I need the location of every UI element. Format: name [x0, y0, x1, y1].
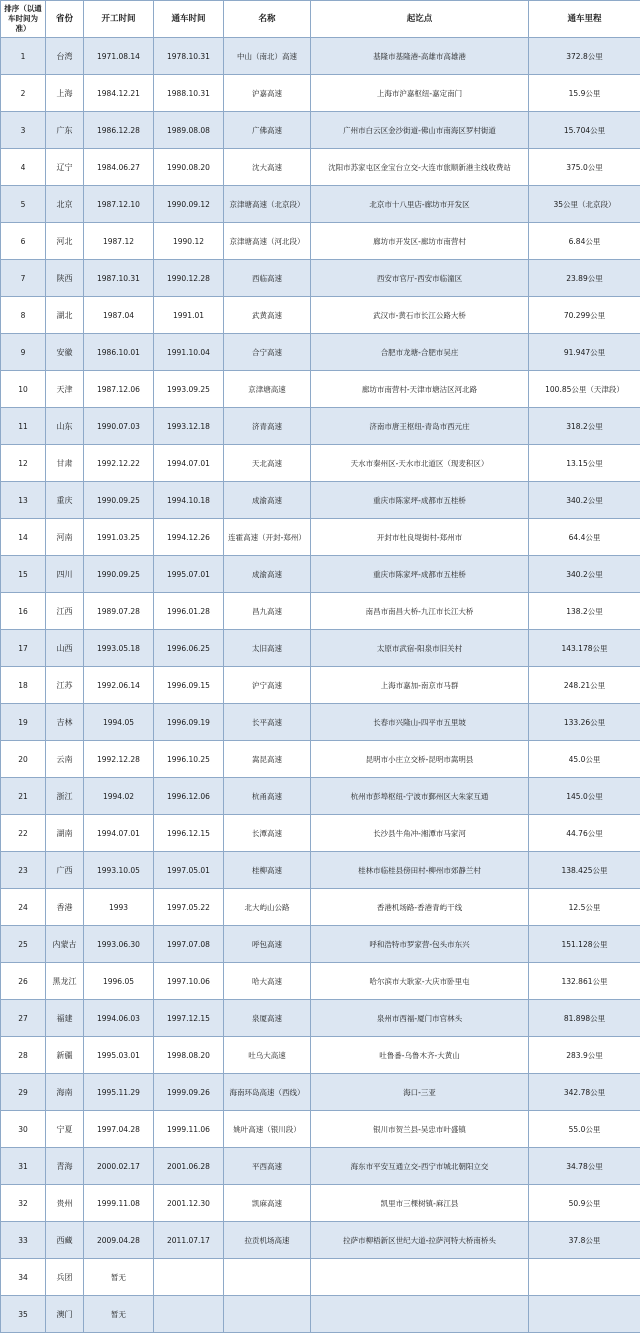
header-start-date: 开工时间 — [84, 1, 154, 38]
name-cell: 姚叶高速（银川段） — [224, 1111, 311, 1148]
start-date-cell: 1994.06.03 — [84, 1000, 154, 1037]
table-row — [1, 778, 640, 815]
mileage-cell: 64.4公里 — [529, 519, 640, 556]
rank-cell: 15 — [1, 556, 46, 593]
rank-cell: 22 — [1, 815, 46, 852]
route-cell: 基隆市基隆港-高雄市高雄港 — [311, 38, 529, 75]
mileage-cell: 23.89公里 — [529, 260, 640, 297]
table-row — [1, 815, 640, 852]
header-province: 省份 — [46, 1, 84, 38]
province-cell: 内蒙古 — [46, 926, 84, 963]
start-date-cell: 2000.02.17 — [84, 1148, 154, 1185]
table-row — [1, 112, 640, 149]
header-route: 起讫点 — [311, 1, 529, 38]
table-row — [1, 556, 640, 593]
name-cell: 吐乌大高速 — [224, 1037, 311, 1074]
province-cell: 上海 — [46, 75, 84, 112]
name-cell: 连霍高速（开封-郑州） — [224, 519, 311, 556]
start-date-cell: 1995.11.29 — [84, 1074, 154, 1111]
open-date-cell — [154, 1259, 224, 1296]
open-date-cell: 1978.10.31 — [154, 38, 224, 75]
mileage-cell: 34.78公里 — [529, 1148, 640, 1185]
mileage-cell: 372.8公里 — [529, 38, 640, 75]
start-date-cell: 1990.09.25 — [84, 482, 154, 519]
mileage-cell: 13.15公里 — [529, 445, 640, 482]
open-date-cell: 1988.10.31 — [154, 75, 224, 112]
mileage-cell: 138.425公里 — [529, 852, 640, 889]
name-cell: 沈大高速 — [224, 149, 311, 186]
province-cell: 四川 — [46, 556, 84, 593]
mileage-cell: 15.704公里 — [529, 112, 640, 149]
route-cell: 泉州市西福-厦门市官林头 — [311, 1000, 529, 1037]
open-date-cell: 1999.11.06 — [154, 1111, 224, 1148]
route-cell: 拉萨市柳梧新区世纪大道-拉萨河特大桥南桥头 — [311, 1222, 529, 1259]
rank-cell: 2 — [1, 75, 46, 112]
start-date-cell: 1993.06.30 — [84, 926, 154, 963]
route-cell: 广州市白云区金沙街道-佛山市南海区罗村街道 — [311, 112, 529, 149]
start-date-cell: 1995.03.01 — [84, 1037, 154, 1074]
province-cell: 浙江 — [46, 778, 84, 815]
name-cell: 拉贡机场高速 — [224, 1222, 311, 1259]
table-row — [1, 741, 640, 778]
start-date-cell: 1999.11.08 — [84, 1185, 154, 1222]
name-cell: 北大屿山公路 — [224, 889, 311, 926]
province-cell: 江西 — [46, 593, 84, 630]
route-cell: 开封市杜良堤街村-郑州市 — [311, 519, 529, 556]
province-cell: 黑龙江 — [46, 963, 84, 1000]
table-row — [1, 482, 640, 519]
province-cell: 云南 — [46, 741, 84, 778]
table-row — [1, 1000, 640, 1037]
province-cell: 吉林 — [46, 704, 84, 741]
route-cell: 廊坊市南营村-天津市塘沽区河北路 — [311, 371, 529, 408]
route-cell: 哈尔滨市大耿家-大庆市卧里屯 — [311, 963, 529, 1000]
rank-cell: 16 — [1, 593, 46, 630]
province-cell: 天津 — [46, 371, 84, 408]
table-row — [1, 593, 640, 630]
header-name: 名称 — [224, 1, 311, 38]
province-cell: 贵州 — [46, 1185, 84, 1222]
mileage-cell: 342.78公里 — [529, 1074, 640, 1111]
open-date-cell: 1996.09.19 — [154, 704, 224, 741]
route-cell: 海口-三亚 — [311, 1074, 529, 1111]
route-cell: 银川市贺兰县-吴忠市叶盛镇 — [311, 1111, 529, 1148]
open-date-cell: 1996.12.15 — [154, 815, 224, 852]
route-cell: 上海市沪嘉枢纽-嘉定南门 — [311, 75, 529, 112]
name-cell: 合宁高速 — [224, 334, 311, 371]
open-date-cell: 1989.08.08 — [154, 112, 224, 149]
name-cell: 哈大高速 — [224, 963, 311, 1000]
rank-cell: 34 — [1, 1259, 46, 1296]
name-cell: 武黄高速 — [224, 297, 311, 334]
name-cell: 泉厦高速 — [224, 1000, 311, 1037]
route-cell: 北京市十八里店-廊坊市开发区 — [311, 186, 529, 223]
rank-cell: 10 — [1, 371, 46, 408]
province-cell: 山西 — [46, 630, 84, 667]
route-cell: 上海市嘉加-南京市马群 — [311, 667, 529, 704]
mileage-cell: 340.2公里 — [529, 556, 640, 593]
rank-cell: 23 — [1, 852, 46, 889]
name-cell: 京津塘高速（河北段） — [224, 223, 311, 260]
mileage-cell: 70.299公里 — [529, 297, 640, 334]
start-date-cell: 1993.10.05 — [84, 852, 154, 889]
start-date-cell: 1987.12 — [84, 223, 154, 260]
table-row — [1, 260, 640, 297]
open-date-cell: 1996.09.15 — [154, 667, 224, 704]
rank-cell: 21 — [1, 778, 46, 815]
start-date-cell: 1994.07.01 — [84, 815, 154, 852]
open-date-cell — [154, 1296, 224, 1333]
table-row — [1, 519, 640, 556]
province-cell: 甘肃 — [46, 445, 84, 482]
route-cell: 呼和浩特市罗家营-包头市东兴 — [311, 926, 529, 963]
rank-cell: 4 — [1, 149, 46, 186]
table-row — [1, 223, 640, 260]
mileage-cell: 50.9公里 — [529, 1185, 640, 1222]
rank-cell: 13 — [1, 482, 46, 519]
open-date-cell: 1997.05.01 — [154, 852, 224, 889]
open-date-cell: 1990.09.12 — [154, 186, 224, 223]
table-row — [1, 963, 640, 1000]
table-row — [1, 926, 640, 963]
open-date-cell: 1993.09.25 — [154, 371, 224, 408]
start-date-cell: 1990.07.03 — [84, 408, 154, 445]
route-cell: 济南市唐王枢纽-青岛市西元庄 — [311, 408, 529, 445]
province-cell: 西藏 — [46, 1222, 84, 1259]
route-cell: 重庆市陈家坪-成都市五桂桥 — [311, 482, 529, 519]
open-date-cell: 2001.12.30 — [154, 1185, 224, 1222]
mileage-cell: 151.128公里 — [529, 926, 640, 963]
province-cell: 河北 — [46, 223, 84, 260]
start-date-cell: 1971.08.14 — [84, 38, 154, 75]
start-date-cell: 1992.12.22 — [84, 445, 154, 482]
table-row — [1, 704, 640, 741]
province-cell: 陕西 — [46, 260, 84, 297]
start-date-cell: 1987.12.10 — [84, 186, 154, 223]
province-cell: 山东 — [46, 408, 84, 445]
table-row — [1, 445, 640, 482]
name-cell: 中山（南北）高速 — [224, 38, 311, 75]
open-date-cell: 1990.08.20 — [154, 149, 224, 186]
mileage-cell — [529, 1259, 640, 1296]
header-row — [1, 1, 640, 38]
rank-cell: 35 — [1, 1296, 46, 1333]
name-cell: 长平高速 — [224, 704, 311, 741]
start-date-cell: 1986.12.28 — [84, 112, 154, 149]
province-cell: 江苏 — [46, 667, 84, 704]
province-cell: 兵团 — [46, 1259, 84, 1296]
start-date-cell: 暂无 — [84, 1259, 154, 1296]
open-date-cell: 1994.10.18 — [154, 482, 224, 519]
mileage-cell: 12.5公里 — [529, 889, 640, 926]
rank-cell: 8 — [1, 297, 46, 334]
province-cell: 福建 — [46, 1000, 84, 1037]
rank-cell: 30 — [1, 1111, 46, 1148]
start-date-cell: 1993 — [84, 889, 154, 926]
name-cell: 凯麻高速 — [224, 1185, 311, 1222]
rank-cell: 6 — [1, 223, 46, 260]
table-row — [1, 1222, 640, 1259]
province-cell: 宁夏 — [46, 1111, 84, 1148]
province-cell: 河南 — [46, 519, 84, 556]
name-cell: 长潭高速 — [224, 815, 311, 852]
open-date-cell: 1996.01.28 — [154, 593, 224, 630]
route-cell — [311, 1259, 529, 1296]
start-date-cell: 1993.05.18 — [84, 630, 154, 667]
route-cell: 武汉市-黄石市长江公路大桥 — [311, 297, 529, 334]
mileage-cell: 283.9公里 — [529, 1037, 640, 1074]
rank-cell: 1 — [1, 38, 46, 75]
table-row — [1, 38, 640, 75]
name-cell: 济青高速 — [224, 408, 311, 445]
name-cell: 沪宁高速 — [224, 667, 311, 704]
route-cell: 昆明市小庄立交桥-昆明市嵩明县 — [311, 741, 529, 778]
route-cell: 廊坊市开发区-廊坊市南营村 — [311, 223, 529, 260]
table-body — [1, 38, 640, 1333]
header-open-date: 通车时间 — [154, 1, 224, 38]
route-cell: 西安市官厅-西安市临潼区 — [311, 260, 529, 297]
start-date-cell: 1991.03.25 — [84, 519, 154, 556]
mileage-cell: 6.84公里 — [529, 223, 640, 260]
table-row — [1, 1111, 640, 1148]
rank-cell: 14 — [1, 519, 46, 556]
province-cell: 新疆 — [46, 1037, 84, 1074]
open-date-cell: 1997.12.15 — [154, 1000, 224, 1037]
route-cell: 桂林市临桂县傍田村-柳州市郊静兰村 — [311, 852, 529, 889]
start-date-cell: 1997.04.28 — [84, 1111, 154, 1148]
province-cell: 重庆 — [46, 482, 84, 519]
table-row — [1, 1074, 640, 1111]
table-row — [1, 1148, 640, 1185]
rank-cell: 28 — [1, 1037, 46, 1074]
open-date-cell: 2011.07.17 — [154, 1222, 224, 1259]
route-cell: 海东市平安互通立交-西宁市城北朝阳立交 — [311, 1148, 529, 1185]
rank-cell: 29 — [1, 1074, 46, 1111]
mileage-cell: 133.26公里 — [529, 704, 640, 741]
province-cell: 台湾 — [46, 38, 84, 75]
mileage-cell: 55.0公里 — [529, 1111, 640, 1148]
name-cell: 平西高速 — [224, 1148, 311, 1185]
open-date-cell: 1998.08.20 — [154, 1037, 224, 1074]
route-cell: 凯里市三棵树镇-麻江县 — [311, 1185, 529, 1222]
open-date-cell: 1991.10.04 — [154, 334, 224, 371]
province-cell: 青海 — [46, 1148, 84, 1185]
name-cell: 京津塘高速（北京段） — [224, 186, 311, 223]
rank-cell: 31 — [1, 1148, 46, 1185]
route-cell: 香港机场路-香港青屿干线 — [311, 889, 529, 926]
table-row — [1, 334, 640, 371]
rank-cell: 5 — [1, 186, 46, 223]
name-cell: 沪嘉高速 — [224, 75, 311, 112]
header-mileage: 通车里程 — [529, 1, 640, 38]
start-date-cell: 1987.12.06 — [84, 371, 154, 408]
province-cell: 北京 — [46, 186, 84, 223]
name-cell: 京津塘高速 — [224, 371, 311, 408]
province-cell: 香港 — [46, 889, 84, 926]
table-row — [1, 889, 640, 926]
rank-cell: 12 — [1, 445, 46, 482]
rank-cell: 20 — [1, 741, 46, 778]
table-row — [1, 408, 640, 445]
rank-cell: 26 — [1, 963, 46, 1000]
open-date-cell: 1994.12.26 — [154, 519, 224, 556]
name-cell — [224, 1259, 311, 1296]
start-date-cell: 1986.10.01 — [84, 334, 154, 371]
start-date-cell: 1994.05 — [84, 704, 154, 741]
rank-cell: 27 — [1, 1000, 46, 1037]
mileage-cell: 318.2公里 — [529, 408, 640, 445]
mileage-cell: 35公里（北京段） — [529, 186, 640, 223]
name-cell — [224, 1296, 311, 1333]
route-cell: 沈阳市苏家屯区金宝台立交-大连市旅顺新港主线收费站 — [311, 149, 529, 186]
start-date-cell: 暂无 — [84, 1296, 154, 1333]
province-cell: 安徽 — [46, 334, 84, 371]
name-cell: 广佛高速 — [224, 112, 311, 149]
province-cell: 湖北 — [46, 297, 84, 334]
mileage-cell — [529, 1296, 640, 1333]
open-date-cell: 1991.01 — [154, 297, 224, 334]
open-date-cell: 1997.07.08 — [154, 926, 224, 963]
name-cell: 西临高速 — [224, 260, 311, 297]
route-cell: 杭州市彭埠枢纽-宁波市鄞州区大朱家互通 — [311, 778, 529, 815]
open-date-cell: 1997.05.22 — [154, 889, 224, 926]
open-date-cell: 1995.07.01 — [154, 556, 224, 593]
mileage-cell: 143.178公里 — [529, 630, 640, 667]
rank-cell: 17 — [1, 630, 46, 667]
rank-cell: 24 — [1, 889, 46, 926]
route-cell: 重庆市陈家坪-成都市五桂桥 — [311, 556, 529, 593]
mileage-cell: 100.85公里（天津段） — [529, 371, 640, 408]
start-date-cell: 1990.09.25 — [84, 556, 154, 593]
name-cell: 杭甬高速 — [224, 778, 311, 815]
rank-cell: 11 — [1, 408, 46, 445]
name-cell: 海南环岛高速（西线） — [224, 1074, 311, 1111]
table-row — [1, 186, 640, 223]
name-cell: 天北高速 — [224, 445, 311, 482]
route-cell: 南昌市南昌大桥-九江市长江大桥 — [311, 593, 529, 630]
rank-cell: 25 — [1, 926, 46, 963]
table-row — [1, 75, 640, 112]
province-cell: 澳门 — [46, 1296, 84, 1333]
name-cell: 呼包高速 — [224, 926, 311, 963]
open-date-cell: 1990.12.28 — [154, 260, 224, 297]
table-row — [1, 667, 640, 704]
route-cell — [311, 1296, 529, 1333]
table-row — [1, 630, 640, 667]
table-row — [1, 371, 640, 408]
start-date-cell: 1987.10.31 — [84, 260, 154, 297]
rank-cell: 9 — [1, 334, 46, 371]
mileage-cell: 45.0公里 — [529, 741, 640, 778]
table-row — [1, 1185, 640, 1222]
province-cell: 辽宁 — [46, 149, 84, 186]
start-date-cell: 1992.06.14 — [84, 667, 154, 704]
route-cell: 天水市秦州区-天水市北道区（现麦积区） — [311, 445, 529, 482]
name-cell: 成渝高速 — [224, 556, 311, 593]
name-cell: 成渝高速 — [224, 482, 311, 519]
table-row — [1, 852, 640, 889]
table-row — [1, 297, 640, 334]
start-date-cell: 1996.05 — [84, 963, 154, 1000]
rank-cell: 18 — [1, 667, 46, 704]
mileage-cell: 138.2公里 — [529, 593, 640, 630]
name-cell: 嵩昆高速 — [224, 741, 311, 778]
name-cell: 桂柳高速 — [224, 852, 311, 889]
open-date-cell: 1997.10.06 — [154, 963, 224, 1000]
rank-cell: 32 — [1, 1185, 46, 1222]
name-cell: 太旧高速 — [224, 630, 311, 667]
rank-cell: 19 — [1, 704, 46, 741]
rank-cell: 3 — [1, 112, 46, 149]
mileage-cell: 145.0公里 — [529, 778, 640, 815]
start-date-cell: 1994.02 — [84, 778, 154, 815]
start-date-cell: 1984.12.21 — [84, 75, 154, 112]
mileage-cell: 37.8公里 — [529, 1222, 640, 1259]
route-cell: 长沙县牛角冲-湘潭市马家河 — [311, 815, 529, 852]
mileage-cell: 248.21公里 — [529, 667, 640, 704]
mileage-cell: 81.898公里 — [529, 1000, 640, 1037]
mileage-cell: 375.0公里 — [529, 149, 640, 186]
start-date-cell: 2009.04.28 — [84, 1222, 154, 1259]
mileage-cell: 132.861公里 — [529, 963, 640, 1000]
header-rank: 排序（以通车时间为准） — [1, 1, 46, 38]
province-cell: 湖南 — [46, 815, 84, 852]
start-date-cell: 1989.07.28 — [84, 593, 154, 630]
open-date-cell: 1999.09.26 — [154, 1074, 224, 1111]
name-cell: 昌九高速 — [224, 593, 311, 630]
province-cell: 广西 — [46, 852, 84, 889]
open-date-cell: 1990.12 — [154, 223, 224, 260]
province-cell: 海南 — [46, 1074, 84, 1111]
route-cell: 长春市兴隆山-四平市五里坡 — [311, 704, 529, 741]
table-row — [1, 1259, 640, 1296]
open-date-cell: 1996.06.25 — [154, 630, 224, 667]
province-cell: 广东 — [46, 112, 84, 149]
open-date-cell: 2001.06.28 — [154, 1148, 224, 1185]
mileage-cell: 91.947公里 — [529, 334, 640, 371]
route-cell: 吐鲁番-乌鲁木齐-大黄山 — [311, 1037, 529, 1074]
rank-cell: 7 — [1, 260, 46, 297]
route-cell: 太原市武宿-阳泉市旧关村 — [311, 630, 529, 667]
table-row — [1, 149, 640, 186]
open-date-cell: 1996.12.06 — [154, 778, 224, 815]
start-date-cell: 1992.12.28 — [84, 741, 154, 778]
start-date-cell: 1987.04 — [84, 297, 154, 334]
open-date-cell: 1994.07.01 — [154, 445, 224, 482]
route-cell: 合肥市龙塘-合肥市吴庄 — [311, 334, 529, 371]
mileage-cell: 44.76公里 — [529, 815, 640, 852]
start-date-cell: 1984.06.27 — [84, 149, 154, 186]
open-date-cell: 1996.10.25 — [154, 741, 224, 778]
rank-cell: 33 — [1, 1222, 46, 1259]
open-date-cell: 1993.12.18 — [154, 408, 224, 445]
table-row — [1, 1037, 640, 1074]
mileage-cell: 340.2公里 — [529, 482, 640, 519]
table-row — [1, 1296, 640, 1333]
mileage-cell: 15.9公里 — [529, 75, 640, 112]
